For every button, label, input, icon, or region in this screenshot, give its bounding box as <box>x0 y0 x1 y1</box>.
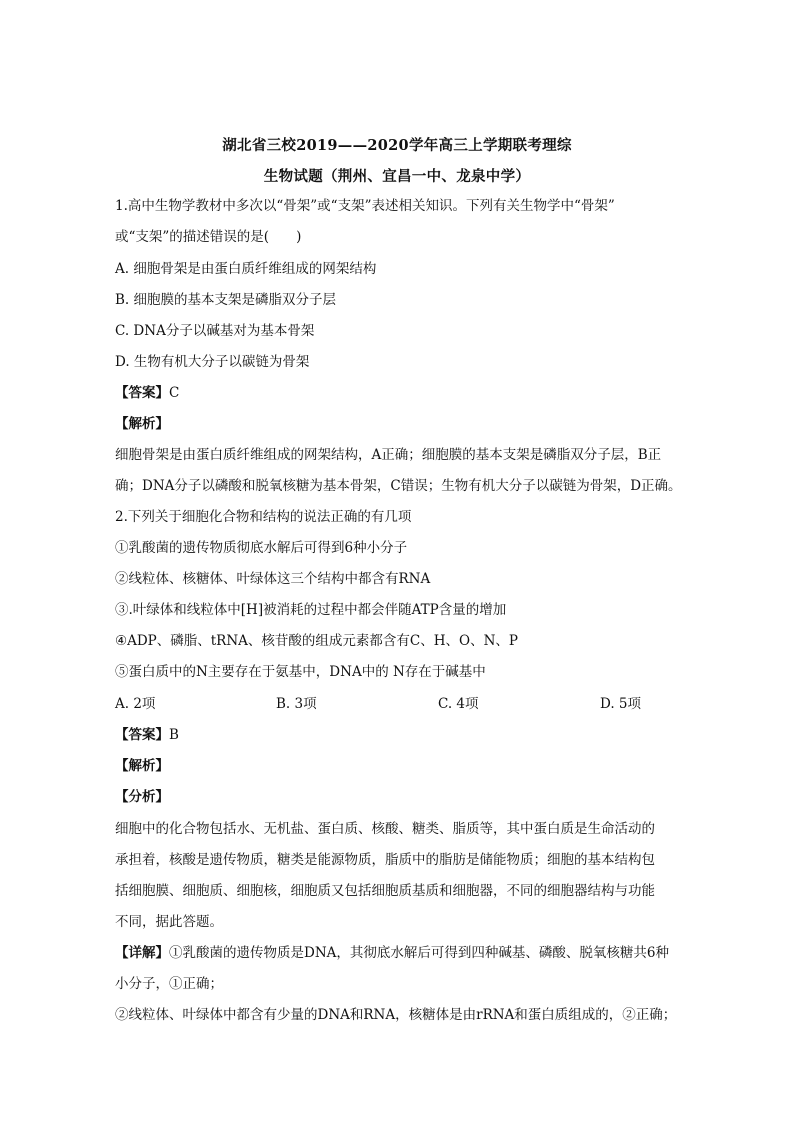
q2-option-a: A. 2项 <box>115 696 156 712</box>
q2-answer <box>115 726 685 744</box>
q2-option-b: B. 3项 <box>276 696 317 712</box>
q1-option-b: B. 细胞膜的基本支架是磷脂双分子层 <box>115 292 337 308</box>
q1-analysis-line-1: 细胞骨架是由蛋白质纤维组成的网架结构，A正确；细胞膜的基本支架是磷脂双分子层，B正 <box>115 447 662 463</box>
q2-detail-line-1-text: ①乳酸菌的遗传物质是DNA，其彻底水解后可得到四种碱基、磷酸、脱氧核糖共6种 <box>169 945 669 961</box>
q2-option-d: D. 5项 <box>600 696 642 712</box>
q1-option-a: A. 细胞骨架是由蛋白质纤维组成的网架结构 <box>115 261 377 277</box>
q2-item-3: ③.叶绿体和线粒体中[H]被消耗的过程中都会伴随ATP含量的增加 <box>115 602 507 618</box>
q2-item-1: ①乳酸菌的遗传物质彻底水解后可得到6种小分子 <box>115 540 408 556</box>
q2-detail-label: 【详解】 <box>115 945 169 961</box>
q2-detail-line-2: 小分子，①正确； <box>115 976 223 992</box>
q2-item-2: ②线粒体、核糖体、叶绿体这三个结构中都含有RNA <box>115 571 431 587</box>
q1-answer-label: 【答案】 <box>115 385 169 401</box>
q2-fenxi-line-3: 括细胞膜、细胞质、细胞核，细胞质又包括细胞质基质和细胞器，不同的细胞器结构与功能 <box>115 883 655 899</box>
q2-stem: 2.下列关于细胞化合物和结构的说法正确的有几项 <box>115 509 412 525</box>
q1-analysis-line-2: 确；DNA分子以磷酸和脱氧核糖为基本骨架，C错误；生物有机大分子以碳链为骨架，D正确。 <box>115 478 682 494</box>
q2-fenxi-line-4: 不同，据此答题。 <box>115 914 223 930</box>
q2-answer-value: B <box>169 727 179 743</box>
document-title-line-1: 湖北省三校2019——2020学年高三上学期联考理综 <box>222 137 572 154</box>
q2-analysis-label: 【解析】 <box>115 758 169 774</box>
q2-item-5: ⑤蛋白质中的N主要存在于氨基中，DNA中的 N存在于碱基中 <box>115 664 486 680</box>
q2-fenxi-label: 【分析】 <box>115 789 169 805</box>
document-title-line-2: 生物试题（荆州、宜昌一中、龙泉中学） <box>263 168 531 185</box>
q2-item-4: ④ADP、磷脂、tRNA、核苷酸的组成元素都含有C、H、O、N、P <box>115 633 518 649</box>
q1-answer <box>115 384 685 402</box>
q2-detail-line-1 <box>115 944 685 962</box>
q1-option-d: D. 生物有机大分子以碳链为骨架 <box>115 354 310 370</box>
q1-analysis-label: 【解析】 <box>115 416 169 432</box>
q1-stem-line-2: 或“支架”的描述错误的是( ) <box>115 229 302 245</box>
q2-option-c: C. 4项 <box>438 696 479 712</box>
q2-detail-line-3: ②线粒体、叶绿体中都含有少量的DNA和RNA，核糖体是由rRNA和蛋白质组成的，②正确； <box>115 1007 677 1023</box>
q2-answer-label: 【答案】 <box>115 727 169 743</box>
q1-stem-line-1: 1.高中生物学教材中多次以“骨架”或“支架”表述相关知识。下列有关生物学中“骨架” <box>115 198 615 214</box>
q1-answer-value: C <box>169 385 180 401</box>
q2-fenxi-line-2: 承担着，核酸是遗传物质，糖类是能源物质，脂质中的脂肪是储能物质；细胞的基本结构包 <box>115 852 655 868</box>
q2-fenxi-line-1: 细胞中的化合物包括水、无机盐、蛋白质、核酸、糖类、脂质等，其中蛋白质是生命活动的 <box>115 821 655 837</box>
q1-option-c: C. DNA分子以碱基对为基本骨架 <box>115 323 315 339</box>
